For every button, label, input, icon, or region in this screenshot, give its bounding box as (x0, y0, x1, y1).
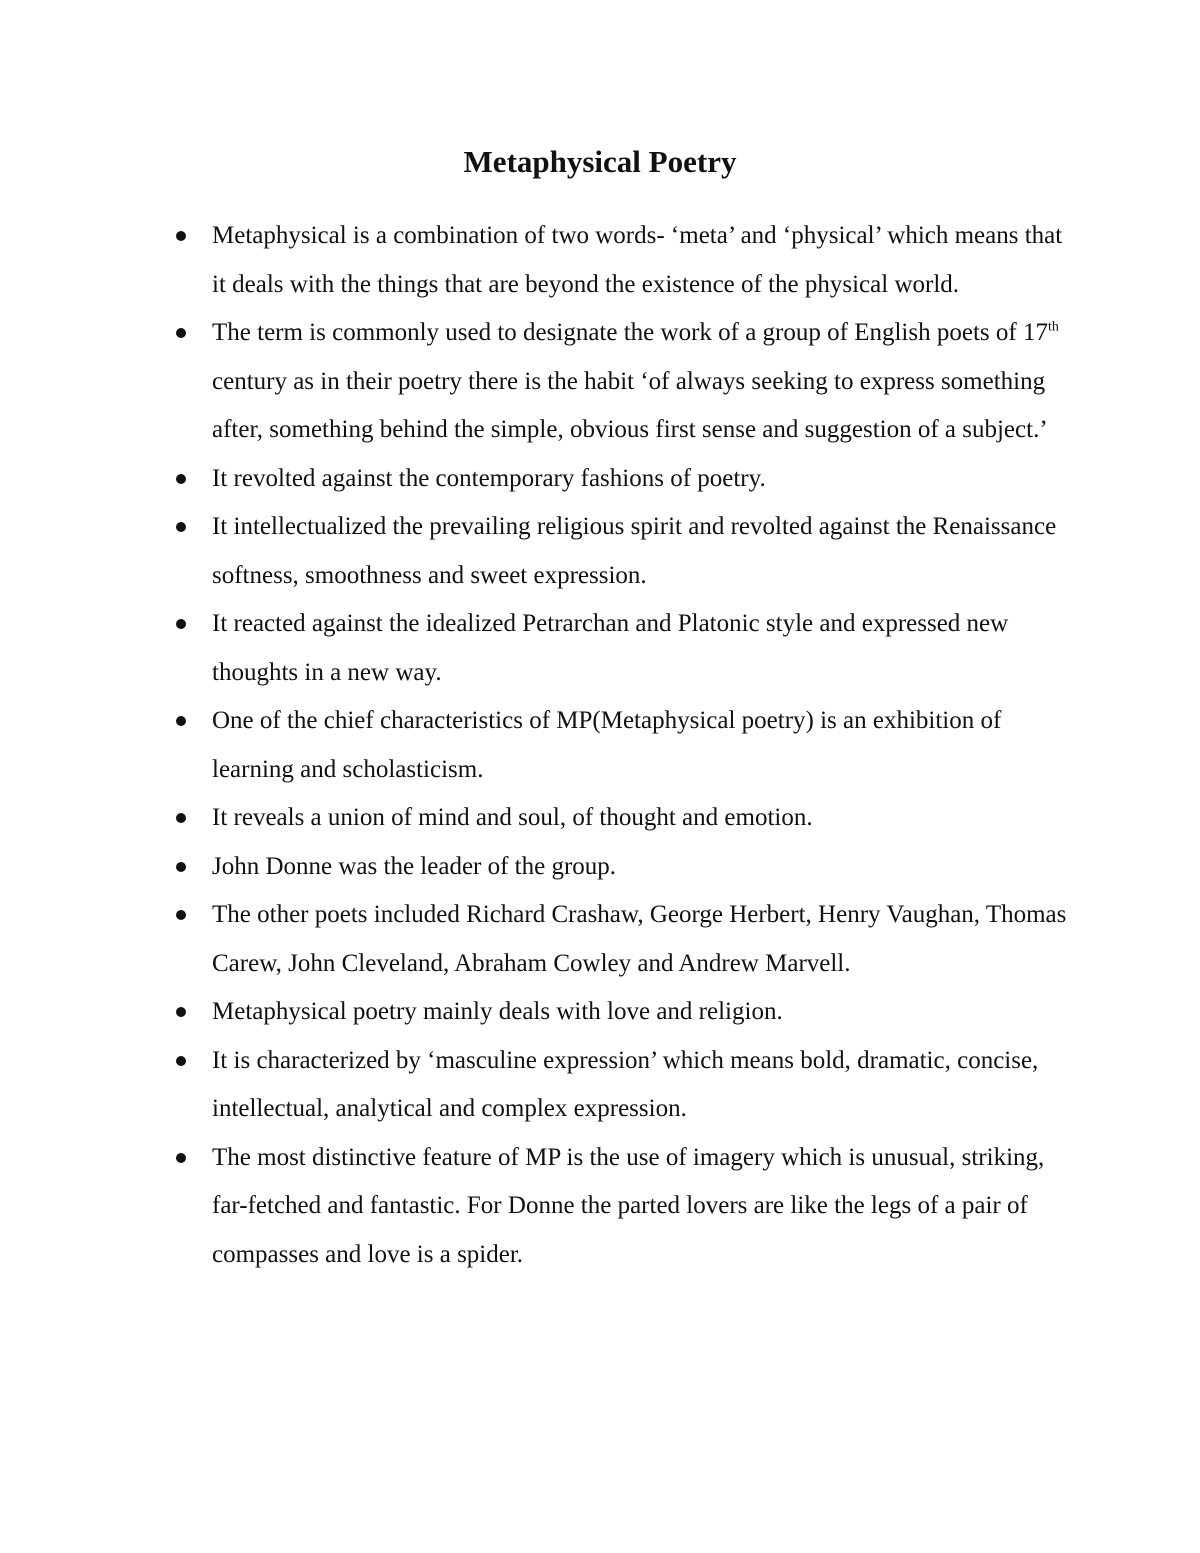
bullet-icon (176, 862, 186, 872)
ordinal-superscript: th (1047, 319, 1059, 335)
bullet-icon (176, 813, 186, 823)
list-item (212, 212, 1072, 309)
list-item (212, 309, 1072, 455)
item-text: John Donne was the leader of the group. (212, 852, 617, 880)
bullet-icon (176, 474, 186, 484)
item-text: The other poets included Richard Crashaw, George Herbert, Henry Vaughan, Thomas Carew, John Cleveland, Abraham Cowley and Andrew Marvell. (212, 901, 1067, 977)
item-text: It reveals a union of mind and soul, of thought and emotion. (212, 804, 813, 831)
bullet-icon (176, 1007, 186, 1017)
list-item (212, 600, 1072, 697)
list-item (212, 503, 1072, 600)
item-text-continued: century as in their poetry there is the habit ‘of always seeking to express something after, something behind the simple, obvious first sense and suggestion of a subject.’ (212, 367, 1048, 443)
item-text: It revolted against the contemporary fashions of poetry. (212, 464, 766, 492)
bullet-list (212, 212, 1072, 1279)
bullet-icon (176, 1153, 186, 1163)
item-text: It is characterized by ‘masculine expression’ which means bold, dramatic, concise, intellectual, analytical and complex expression. (212, 1046, 1039, 1122)
bullet-icon (176, 1056, 186, 1066)
list-item (212, 843, 1072, 892)
item-text: The most distinctive feature of MP is the use of imagery which is unusual, striking, far-fetched and fantastic. For Donne the parted lovers are like the legs of a pair of compasses and love is a spider. (212, 1143, 1045, 1268)
list-item (212, 891, 1072, 988)
list-item (212, 1037, 1072, 1134)
bullet-icon (176, 522, 186, 532)
list-item (212, 794, 1072, 843)
item-text: Metaphysical poetry mainly deals with love and religion. (212, 998, 783, 1025)
bullet-icon (176, 716, 186, 726)
bullet-icon (176, 910, 186, 920)
item-text: It reacted against the idealized Petrarchan and Platonic style and expressed new thoughts in a new way. (212, 610, 1009, 686)
item-text: It intellectualized the prevailing religious spirit and revolted against the Renaissance softness, smoothness and sweet expression. (212, 513, 1057, 589)
item-text: One of the chief characteristics of MP(Metaphysical poetry) is an exhibition of learning and scholasticism. (212, 707, 1002, 783)
bullet-icon (176, 231, 186, 241)
item-text: The term is commonly used to designate the work of a group of English poets of 17 (212, 319, 1048, 346)
list-item (212, 1134, 1072, 1280)
list-item (212, 455, 1072, 504)
list-item (212, 697, 1072, 794)
bullet-icon (176, 328, 186, 338)
list-item (212, 988, 1072, 1037)
item-text: Metaphysical is a combination of two words- ‘meta’ and ‘physical’ which means that it deals with the things that are beyond the existence of the physical world. (212, 222, 1063, 298)
document-title: Metaphysical Poetry (463, 144, 737, 179)
bullet-icon (176, 619, 186, 629)
